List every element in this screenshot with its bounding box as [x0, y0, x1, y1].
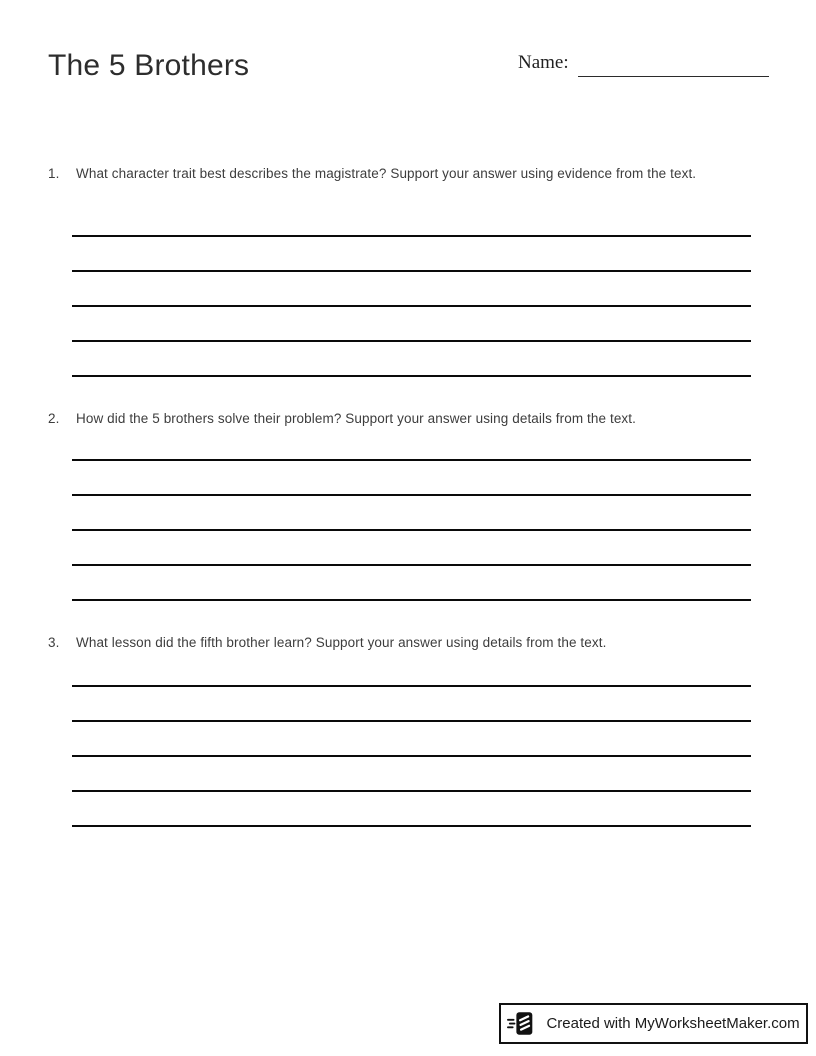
question-number: 1. — [48, 166, 60, 181]
answer-rule — [72, 459, 751, 461]
worksheet-maker-logo-icon — [507, 1010, 537, 1037]
question-3 — [48, 633, 754, 652]
answer-rule — [72, 305, 751, 307]
answer-rule — [72, 755, 751, 757]
answer-rule — [72, 685, 751, 687]
question-number: 3. — [48, 635, 60, 650]
question-2 — [48, 409, 754, 428]
answer-lines-question-2 — [72, 459, 751, 601]
name-label: Name: — [518, 52, 569, 73]
answer-rule — [72, 564, 751, 566]
answer-lines-question-1 — [72, 235, 751, 377]
answer-rule — [72, 494, 751, 496]
answer-rule — [72, 235, 751, 237]
credit-text: Created with MyWorksheetMaker.com — [546, 1015, 800, 1032]
name-blank-line — [578, 76, 769, 77]
credit-banner[interactable] — [499, 1003, 808, 1044]
answer-rule — [72, 599, 751, 601]
answer-rule — [72, 340, 751, 342]
answer-rule — [72, 270, 751, 272]
page-title: The 5 Brothers — [48, 49, 250, 82]
answer-rule — [72, 375, 751, 377]
answer-rule — [72, 529, 751, 531]
answer-rule — [72, 720, 751, 722]
question-1 — [48, 164, 754, 183]
answer-lines-question-3 — [72, 685, 751, 827]
question-text: How did the 5 brothers solve their problem? Support your answer using details from the text. — [76, 411, 636, 426]
question-text: What character trait best describes the magistrate? Support your answer using evidence from the text. — [76, 166, 697, 181]
question-text: What lesson did the fifth brother learn? Support your answer using details from the text. — [76, 635, 607, 650]
answer-rule — [72, 790, 751, 792]
question-number: 2. — [48, 411, 60, 426]
answer-rule — [72, 825, 751, 827]
